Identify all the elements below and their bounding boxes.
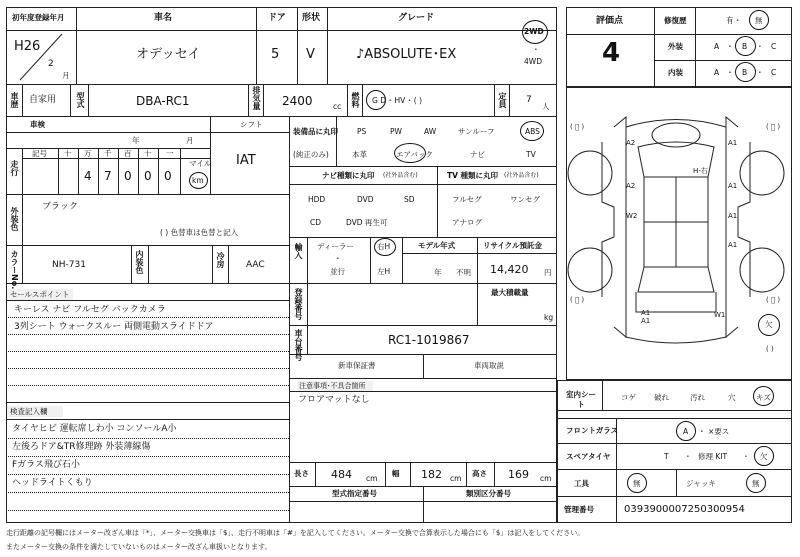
- exterior-dot1: ･: [728, 42, 732, 51]
- height-unit: cm: [540, 474, 552, 483]
- ac-value: AAC: [246, 260, 265, 270]
- class-number-label: 類別区分番号: [466, 489, 511, 498]
- month-value: 2: [48, 59, 54, 69]
- mileage-digit-3: 0: [144, 169, 152, 183]
- model-value: DBA-RC1: [136, 94, 190, 108]
- recycle-label: リサイクル預託金: [483, 241, 542, 250]
- navi-title: ナビ種類に丸印: [322, 171, 375, 180]
- mgmt-label: 管理番号: [564, 505, 594, 514]
- tv-analog: アナログ: [452, 218, 482, 227]
- spare-dot2: ･: [744, 452, 748, 461]
- year-label: 初年度登録年月: [12, 13, 65, 22]
- seat-opt-3: 穴: [728, 393, 736, 402]
- seat-opt-1: 破れ: [654, 393, 669, 402]
- digit-label-5: 一: [166, 149, 174, 158]
- length-unit: cm: [366, 474, 378, 483]
- mark-a1-3: A1: [728, 212, 738, 220]
- navi-cd: CD: [310, 218, 322, 227]
- exterior-label: 外装: [668, 42, 683, 51]
- tools-label: 工具: [574, 479, 589, 488]
- mileage-digit-4: 0: [164, 169, 172, 183]
- footer-line-2: またメーター交換の条件を満たしていないものはメーター改ざん車扱いとなります。: [6, 543, 272, 551]
- mark-a2-1: A2: [626, 139, 636, 147]
- inspector-label: 検査記入欄: [10, 407, 48, 416]
- spare-label: スペアタイヤ: [566, 452, 611, 461]
- svg-text:( ): ( ): [766, 345, 774, 353]
- registration-label: 登録番号: [294, 288, 303, 320]
- equip-tv: TV: [526, 150, 536, 159]
- spare-dot: ･: [686, 452, 690, 461]
- recycle-value: 14,420: [490, 263, 529, 276]
- colorno-label: カラーNo.: [10, 250, 19, 290]
- inspector-line-4: ヘッドライトくもり: [12, 478, 93, 488]
- usage-label: 車歴: [10, 92, 19, 108]
- import-parallel: 並行: [330, 267, 345, 276]
- mileage-digit-1: 7: [104, 169, 112, 183]
- color-paren: ( ) 色替車は色替と記入: [160, 228, 239, 237]
- grade-label: グレード: [398, 13, 435, 23]
- navi-dvd-play: DVD 再生可: [346, 218, 388, 227]
- exterior-dot2: ･: [758, 42, 762, 51]
- mark-a1-2: A1: [728, 182, 738, 190]
- mile-label: マイル: [189, 159, 212, 168]
- score-value: 4: [602, 38, 621, 68]
- inspection-month: 月: [186, 136, 194, 145]
- interior-dot2: ･: [758, 68, 762, 77]
- equip-aw: AW: [424, 127, 437, 136]
- mark-w2: W2: [626, 212, 638, 220]
- mark-h-right: H-右: [693, 167, 708, 175]
- chassis-value: RC1-1019867: [388, 333, 470, 347]
- tv-fullseg: フルセグ: [452, 195, 482, 204]
- model-year-unit: 年: [434, 268, 442, 277]
- interior-color-label: 内装色: [135, 250, 144, 274]
- missing-mark: 欠: [765, 320, 773, 329]
- drive-4wd: 4WD: [524, 57, 542, 66]
- car-name-value: オデッセイ: [136, 47, 201, 62]
- km-unit: km: [192, 176, 204, 185]
- navi-sd: SD: [404, 195, 415, 204]
- notes-line: フロアマットなし: [298, 395, 370, 405]
- equip-label: 装備品に丸印: [293, 127, 338, 136]
- svg-text:( ﾟ ): ( ﾟ ): [766, 296, 781, 304]
- mileage-digit-0: 4: [84, 169, 92, 183]
- equip-ps: PS: [357, 127, 367, 136]
- repair-none: 無: [755, 16, 763, 25]
- equip-pw: PW: [390, 127, 402, 136]
- digit-label-2: 千: [104, 149, 112, 158]
- warranty: 新車保証書: [338, 361, 376, 370]
- notes-label: 注意事項･不具合箇所: [299, 382, 366, 390]
- exterior-b: B: [742, 42, 748, 51]
- displacement-label: 排気量: [252, 86, 261, 110]
- model-year-unknown: 不明: [456, 268, 471, 277]
- color-label: 外装色: [10, 207, 19, 231]
- type-number-label: 型式指定番号: [332, 489, 377, 498]
- fuel-options: G D ･ HV ･ ( ): [372, 96, 423, 105]
- capacity-value: 7: [526, 95, 532, 105]
- mileage-sign-label: 記号: [32, 149, 47, 158]
- svg-text:( ﾟ ): ( ﾟ ): [570, 123, 585, 131]
- shape-value: V: [306, 47, 315, 62]
- spare-kit: 修理 KIT: [698, 452, 728, 461]
- width-unit: cm: [450, 474, 462, 483]
- digit-label-0: 十: [64, 149, 72, 158]
- car-diagram: [566, 87, 792, 380]
- grade-value: ♪ABSOLUTE･EX: [356, 47, 457, 62]
- mark-a1-1: A1: [728, 139, 738, 147]
- colorno-value: NH-731: [52, 260, 86, 270]
- mark-w1: W1: [714, 311, 726, 319]
- model-year-label: モデル年式: [418, 241, 456, 250]
- inspector-line-2: 左後ろドア&TR修理跡 外装薄線傷: [12, 442, 151, 452]
- model-label: 型式: [76, 92, 85, 108]
- glass-dot: ･: [700, 427, 704, 436]
- import-right: 右H: [377, 242, 391, 251]
- height-value: 169: [508, 468, 529, 481]
- selling-line-2: 3列シート ウォークスルー 両側電動スライドドア: [14, 322, 214, 332]
- year-value: H26: [14, 39, 41, 54]
- seat-opt-2: 汚れ: [690, 393, 705, 402]
- persons-unit: 人: [542, 102, 550, 111]
- import-left: 左H: [377, 267, 391, 276]
- equip-sunroof: サンルーフ: [458, 127, 495, 136]
- spare-missing: 欠: [760, 452, 768, 461]
- mark-a1-6: A1: [728, 241, 738, 249]
- month-unit: 月: [62, 71, 70, 80]
- tv-oneseg: ワンセグ: [510, 195, 540, 204]
- import-dot: ･: [336, 254, 340, 263]
- drive-2wd: 2WD: [524, 27, 544, 36]
- glass-a: A: [683, 427, 689, 436]
- shape-label: 形状: [302, 13, 321, 23]
- mark-a2-2: A2: [626, 182, 636, 190]
- max-load-label: 最大積載量: [491, 288, 529, 297]
- equip-airbag: エアバック: [396, 150, 433, 159]
- cc-unit: cc: [333, 102, 342, 111]
- jack-none: 無: [752, 479, 760, 488]
- interior-b: B: [742, 68, 748, 77]
- glass-need: ×要ス: [708, 427, 730, 436]
- seat-label: 室内シート: [566, 390, 596, 409]
- import-label: 輸入: [294, 243, 303, 259]
- equip-leather: 本革: [352, 150, 367, 159]
- manual: 車両取説: [474, 361, 504, 370]
- yen-unit: 円: [544, 268, 552, 277]
- digit-label-4: 十: [144, 149, 152, 158]
- selling-line-1: キーレス ナビ フルセグ バックカメラ: [14, 305, 166, 315]
- equip-sub: (純正のみ): [293, 150, 329, 159]
- drive-dot: ･: [534, 45, 538, 54]
- equip-navi: ナビ: [470, 150, 485, 159]
- interior-dot1: ･: [728, 68, 732, 77]
- repair-opts: 有 ･: [726, 16, 740, 25]
- ac-label: 冷房: [216, 252, 225, 268]
- interior-a: A: [714, 68, 720, 77]
- tv-sub: (社外品含む): [504, 172, 539, 179]
- interior-c: C: [771, 68, 777, 77]
- glass-label: フロントガラス: [566, 426, 619, 435]
- inspector-line-3: Fガラス飛び石小: [12, 460, 80, 470]
- usage-value: 自家用: [29, 95, 57, 105]
- length-value: 484: [331, 468, 352, 481]
- inspector-line-1: タイヤヒビ 運転席しわ小 コンソールA小: [12, 424, 177, 434]
- repair-label: 修復歴: [664, 16, 687, 25]
- jack-label: ジャッキ: [686, 479, 716, 488]
- seat-opt-0: コゲ: [621, 393, 636, 402]
- mgmt-value: 0393900007250300954: [624, 504, 745, 515]
- shift-value: IAT: [236, 153, 256, 168]
- mark-a1-4: A1: [641, 309, 651, 317]
- height-label: 高さ: [472, 469, 487, 478]
- tools-none: 無: [633, 479, 641, 488]
- width-value: 182: [421, 468, 442, 481]
- interior-label: 内装: [668, 68, 683, 77]
- import-dealer: ディーラー: [317, 242, 354, 251]
- digit-label-1: 万: [84, 149, 92, 158]
- kg-unit: kg: [544, 313, 554, 322]
- displacement-value: 2400: [282, 94, 313, 108]
- inspection-year: 年: [132, 136, 140, 145]
- score-label: 評価点: [596, 16, 624, 26]
- mileage-label: 走行: [10, 160, 19, 176]
- navi-dvd: DVD: [357, 195, 374, 204]
- spare-t: T: [664, 452, 669, 461]
- inspection-label: 車検: [30, 120, 45, 129]
- color-value: ブラック: [42, 202, 78, 212]
- equip-abs: ABS: [525, 127, 540, 136]
- selling-label: セールスポイント: [10, 290, 70, 299]
- svg-text:( ﾟ ): ( ﾟ ): [570, 296, 585, 304]
- shift-label: シフト: [240, 120, 263, 129]
- mileage-digit-2: 0: [124, 169, 132, 183]
- mark-a1-5: A1: [641, 317, 651, 325]
- exterior-c: C: [771, 42, 777, 51]
- length-label: 長さ: [294, 469, 309, 478]
- fuel-label: 燃料: [351, 92, 360, 108]
- navi-hdd: HDD: [308, 195, 326, 204]
- svg-text:( ﾟ ): ( ﾟ ): [766, 123, 781, 131]
- width-label: 幅: [392, 469, 400, 478]
- navi-sub: (社外品含む): [383, 172, 418, 179]
- tv-title: TV 種類に丸印: [447, 171, 499, 180]
- car-name-label: 車名: [154, 13, 173, 23]
- digit-label-3: 百: [124, 149, 132, 158]
- doors-value: 5: [271, 47, 280, 62]
- footer-line-1: 走行距離の記号欄にはメーター改ざん車は「*」、メーター交換車は「$」、走行不明車は「#」を記入してください。メーター交換で合算表示した場合にも「$」は記入をしてください。: [6, 529, 585, 537]
- seat-opt-4: キズ: [756, 393, 771, 402]
- chassis-label: 車台番号: [294, 329, 303, 361]
- exterior-a: A: [714, 42, 720, 51]
- capacity-label: 定員: [498, 92, 507, 108]
- door-label: ドア: [268, 13, 286, 23]
